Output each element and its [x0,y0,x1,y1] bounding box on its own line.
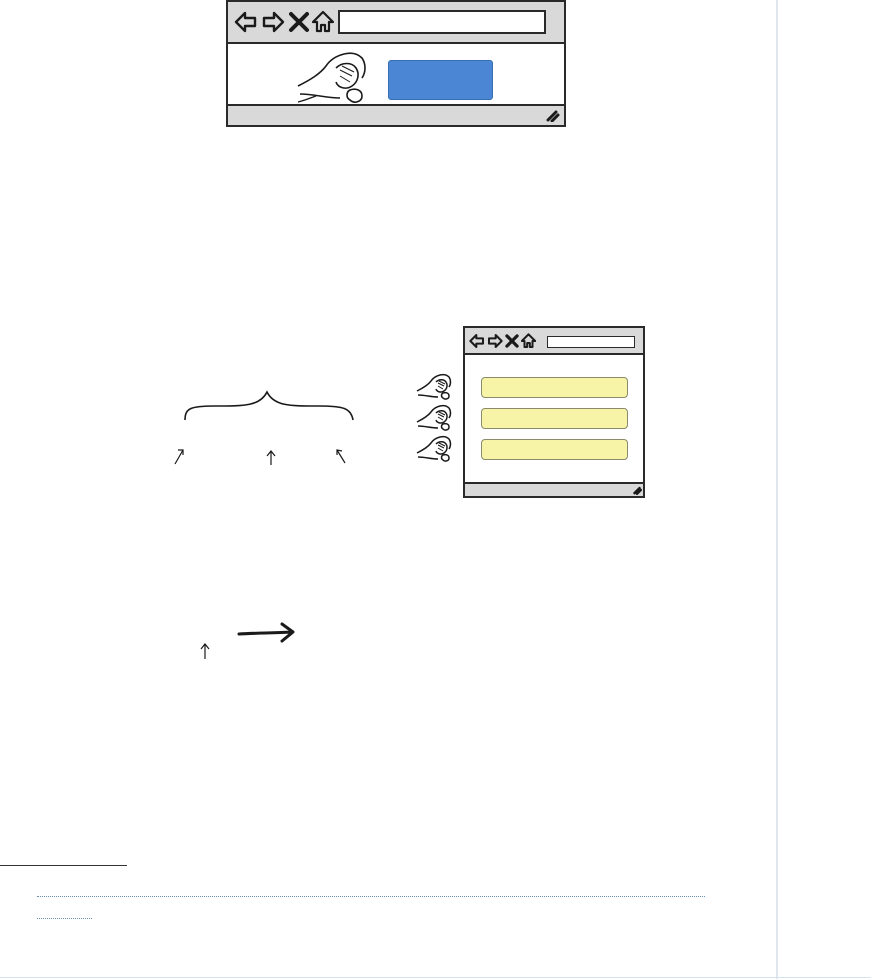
address-bar[interactable] [338,10,546,34]
pinching-hand-icon [416,433,460,463]
home-icon[interactable] [312,10,334,34]
pinching-hand-icon [296,46,384,106]
back-arrow-icon[interactable] [469,333,485,349]
stop-x-icon[interactable] [288,10,310,34]
arrow-left [175,450,183,464]
yellow-button-2[interactable] [481,408,628,429]
forward-arrow-icon[interactable] [487,333,503,349]
forward-arrow-icon[interactable] [261,10,285,34]
curly-brace [185,392,353,420]
stop-x-icon[interactable] [505,333,519,349]
right-browser-statusbar [465,482,643,496]
brace-diagram [165,388,365,468]
arrow-middle [267,451,275,465]
small-up-arrow [199,642,211,660]
yellow-button-3[interactable] [481,439,628,460]
back-arrow-icon[interactable] [234,10,258,34]
resize-grip-icon[interactable] [544,108,560,122]
pinching-hand-icon [416,371,460,401]
footnote-dotted-line-2 [37,918,92,919]
top-browser-toolbar [228,2,564,44]
top-browser-window [226,0,566,127]
yellow-button-1[interactable] [481,377,628,398]
right-margin-rule [776,0,778,979]
right-browser-toolbar [465,328,643,355]
pinching-hand-icon [416,402,460,432]
resize-grip-icon[interactable] [632,485,642,495]
address-bar[interactable] [547,336,635,348]
right-arrow-icon [236,622,298,644]
footnote-rule [0,865,127,866]
right-browser-window [463,326,645,498]
arrow-right [337,450,345,463]
footnote-dotted-line-1 [37,896,705,897]
blue-button[interactable] [388,60,493,100]
home-icon[interactable] [521,333,536,349]
top-browser-statusbar [228,104,564,125]
bottom-margin-rule [0,977,871,978]
